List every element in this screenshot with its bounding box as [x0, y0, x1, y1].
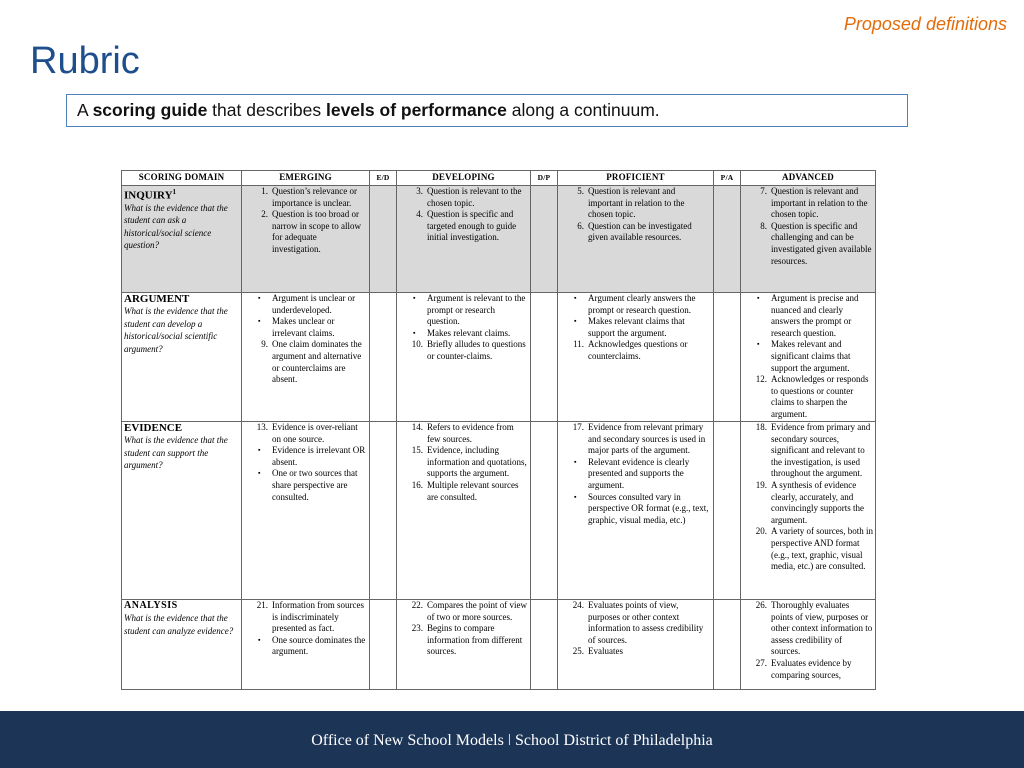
- bullet-icon: ▪: [258, 294, 261, 302]
- developing-list: [399, 600, 528, 658]
- list-item: [399, 623, 528, 658]
- advanced-cell: [741, 293, 876, 422]
- list-item: [560, 600, 711, 646]
- item-number: 21.: [256, 600, 268, 610]
- list-item: [560, 422, 711, 457]
- item-text: Thoroughly evaluates points of view, purposes or other context information to assess credibility of sources.: [771, 600, 873, 657]
- developing-list: [399, 186, 528, 244]
- item-number: 16.: [411, 479, 423, 490]
- item-number: 24.: [572, 600, 584, 610]
- rubric-row: [122, 600, 876, 690]
- list-item: [743, 422, 873, 480]
- domain-cell: [122, 293, 242, 422]
- list-item: [244, 635, 367, 658]
- item-number: 8.: [760, 220, 767, 231]
- item-number: 12.: [755, 374, 767, 385]
- domain-question: What is the evidence that the student can analyze evidence?: [124, 613, 234, 636]
- item-number: 4.: [416, 209, 423, 220]
- item-text: Acknowledges or responds to questions or counter claims to sharpen the argument.: [771, 374, 869, 419]
- list-item: [244, 468, 367, 503]
- transition-cell: [531, 600, 558, 690]
- item-text: One source dominates the argument.: [272, 634, 366, 657]
- item-text: Evidence from relevant primary and secondary sources is used in major parts of the argument.: [588, 422, 706, 456]
- transition-cell: [714, 422, 741, 600]
- domain-name: [124, 293, 239, 305]
- advanced-cell: [741, 422, 876, 600]
- item-text: Question is relevant and important in relation to the chosen topic.: [588, 186, 685, 220]
- advanced-list: [743, 293, 873, 421]
- bullet-icon: ▪: [574, 294, 577, 302]
- item-text: Makes relevant and significant claims that support the argument.: [771, 339, 851, 373]
- item-text: Question is relevant and important in relation to the chosen topic.: [771, 186, 868, 220]
- item-text: Question can be investigated given available resources.: [588, 220, 692, 243]
- bullet-icon: ▪: [574, 457, 577, 466]
- developing-list: [399, 422, 528, 503]
- proficient-cell: [558, 600, 714, 690]
- item-text: A synthesis of evidence clearly, accurately, and convincingly supports the argument.: [771, 479, 864, 525]
- advanced-list: [743, 422, 873, 573]
- transition-cell: [370, 600, 397, 690]
- advanced-cell: [741, 186, 876, 293]
- advanced-cell: [741, 600, 876, 690]
- slide-label: Proposed definitions: [843, 14, 1007, 34]
- developing-cell: [397, 422, 531, 600]
- bullet-icon: ▪: [258, 469, 261, 478]
- emerging-list: [244, 293, 367, 386]
- item-text: Evaluates: [588, 646, 623, 657]
- item-number: 1.: [261, 186, 268, 196]
- header-developing: DEVELOPING: [397, 171, 531, 186]
- item-text: Sources consulted vary in perspective OR format (e.g., text, graphic, visual media, etc.): [588, 491, 709, 525]
- emerging-cell: [242, 186, 370, 293]
- item-number: 23.: [411, 623, 423, 634]
- item-number: 15.: [411, 445, 423, 456]
- item-text: Evidence, including information and quotations, supports the argument.: [427, 445, 527, 479]
- item-text: Acknowledges questions or counterclaims.: [588, 339, 688, 361]
- bullet-icon: ▪: [574, 492, 577, 501]
- bullet-icon: ▪: [757, 340, 760, 349]
- domain-cell: [122, 422, 242, 600]
- item-text: Relevant evidence is clearly presented and supports the argument.: [588, 456, 690, 490]
- list-item: [244, 316, 367, 339]
- domain-question: What is the evidence that the student can ask a historical/social science question?: [124, 202, 228, 251]
- developing-cell: [397, 186, 531, 293]
- list-item: [743, 526, 873, 572]
- list-item: [743, 186, 873, 221]
- item-text: Evidence from primary and secondary sources, significant and relevant to the investigation, is used throughout the argument.: [771, 422, 871, 479]
- emerging-cell: [242, 600, 370, 690]
- transition-cell: [714, 293, 741, 422]
- item-number: 25.: [572, 646, 584, 657]
- list-item: [399, 209, 528, 244]
- item-text: A variety of sources, both in perspective AND format (e.g., text, graphic, visual media, etc.) are consulted.: [771, 526, 873, 572]
- header-row: [122, 171, 876, 186]
- proficient-list: [560, 293, 711, 363]
- header-d-p: D/P: [531, 171, 558, 186]
- bullet-icon: ▪: [574, 317, 577, 326]
- list-item: [743, 293, 873, 339]
- transition-cell: [531, 422, 558, 600]
- domain-question: What is the evidence that the student can develop a historical/social scientific argument?: [124, 306, 228, 354]
- rubric-row: [122, 186, 876, 293]
- item-number: 14.: [411, 422, 423, 432]
- list-item: [560, 293, 711, 316]
- rubric-row: [122, 422, 876, 600]
- item-number: 18.: [755, 422, 767, 432]
- item-text: Makes relevant claims that support the argument.: [588, 316, 685, 338]
- item-text: Evaluates points of view, purposes or other context information to assess credibility of sources.: [588, 600, 704, 645]
- header-proficient: PROFICIENT: [558, 171, 714, 186]
- item-text: Information from sources is indiscriminately presented as fact.: [272, 600, 364, 634]
- list-item: [399, 422, 528, 445]
- transition-cell: [714, 600, 741, 690]
- bullet-icon: ▪: [757, 294, 760, 302]
- proficient-cell: [558, 293, 714, 422]
- item-text: Compares the point of view of two or more sources.: [427, 600, 527, 622]
- list-item: [560, 646, 711, 658]
- item-text: One claim dominates the argument and alternative or counterclaims are absent.: [272, 339, 362, 385]
- item-number: 26.: [755, 600, 767, 610]
- list-item: [399, 480, 528, 503]
- proficient-cell: [558, 186, 714, 293]
- item-number: 22.: [411, 600, 423, 610]
- list-item: [244, 600, 367, 635]
- list-item: [743, 480, 873, 526]
- transition-cell: [531, 186, 558, 293]
- bullet-icon: ▪: [258, 446, 261, 455]
- transition-cell: [531, 293, 558, 422]
- emerging-list: [244, 600, 367, 658]
- item-number: 17.: [572, 422, 584, 432]
- list-item: [399, 445, 528, 480]
- bullet-icon: ▪: [413, 294, 416, 302]
- emerging-list: [244, 422, 367, 503]
- list-item: [743, 600, 873, 658]
- item-text: Question is specific and challenging and can be investigated given available resources.: [771, 220, 872, 266]
- footer-text: Office of New School Models ǀ School District of Philadelphia: [311, 732, 713, 749]
- rubric-row: [122, 293, 876, 422]
- item-number: 13.: [256, 422, 268, 432]
- domain-name-text: EVIDENCE: [124, 422, 183, 434]
- transition-cell: [714, 186, 741, 293]
- rubric-table: [121, 170, 876, 690]
- domain-cell: [122, 600, 242, 690]
- developing-cell: [397, 293, 531, 422]
- emerging-cell: [242, 422, 370, 600]
- list-item: [399, 339, 528, 362]
- list-item: [560, 492, 711, 527]
- transition-cell: [370, 186, 397, 293]
- list-item: [399, 328, 528, 340]
- list-item: [244, 186, 367, 209]
- list-item: [399, 186, 528, 209]
- item-text: Question’s relevance or importance is unclear.: [272, 186, 357, 208]
- advanced-list: [743, 600, 873, 681]
- item-number: 3.: [416, 186, 423, 196]
- item-number: 5.: [577, 186, 584, 196]
- proficient-list: [560, 422, 711, 526]
- item-text: Multiple relevant sources are consulted.: [427, 479, 519, 502]
- item-text: Argument is precise and nuanced and clearly answers the prompt or research question.: [771, 293, 859, 338]
- item-number: 6.: [577, 220, 584, 231]
- list-item: [743, 658, 873, 681]
- list-item: [560, 186, 711, 221]
- list-item: [560, 339, 711, 362]
- item-text: Refers to evidence from few sources.: [427, 422, 514, 444]
- item-text: Makes unclear or irrelevant claims.: [272, 316, 335, 338]
- domain-name-text: ANALYSIS: [124, 600, 178, 611]
- header-p-a: P/A: [714, 171, 741, 186]
- bullet-icon: ▪: [258, 317, 261, 326]
- domain-name-text: ARGUMENT: [124, 293, 190, 305]
- domain-name: [124, 186, 239, 202]
- list-item: [399, 293, 528, 328]
- item-text: Argument is relevant to the prompt or research question.: [427, 293, 526, 327]
- list-item: [244, 293, 367, 316]
- header-emerging: EMERGING: [242, 171, 370, 186]
- item-number: 7.: [760, 186, 767, 196]
- item-number: 2.: [261, 209, 268, 220]
- item-text: Briefly alludes to questions or counter-claims.: [427, 339, 526, 361]
- transition-cell: [370, 422, 397, 600]
- list-item: [743, 374, 873, 420]
- item-text: Argument is unclear or underdeveloped.: [272, 293, 356, 315]
- item-number: 27.: [755, 657, 767, 668]
- list-item: [560, 457, 711, 492]
- footer-bar: [0, 711, 1024, 768]
- item-number: 20.: [755, 526, 767, 537]
- definition-text: A: [77, 100, 93, 120]
- item-text: Evaluates evidence by comparing sources,: [771, 657, 852, 680]
- bullet-icon: ▪: [258, 635, 261, 644]
- emerging-list: [244, 186, 367, 256]
- header-advanced: ADVANCED: [741, 171, 876, 186]
- definition-box: [66, 94, 908, 127]
- domain-name: [124, 600, 239, 612]
- item-number: 11.: [573, 339, 584, 350]
- advanced-list: [743, 186, 873, 267]
- footnote-marker: 1: [172, 188, 177, 196]
- item-number: 9.: [261, 339, 268, 350]
- proficient-cell: [558, 422, 714, 600]
- slide-title: Rubric: [30, 40, 140, 82]
- bullet-icon: ▪: [413, 328, 416, 337]
- item-text: Begins to compare information from different sources.: [427, 623, 523, 657]
- list-item: [560, 221, 711, 244]
- list-item: [244, 422, 367, 445]
- definition-term-levels: levels of performance: [325, 100, 507, 120]
- list-item: [244, 209, 367, 255]
- developing-list: [399, 293, 528, 363]
- domain-question: What is the evidence that the student can support the argument?: [124, 435, 228, 470]
- item-text: Makes relevant claims.: [427, 327, 511, 338]
- header-scoring-domain: SCORING DOMAIN: [122, 171, 242, 186]
- item-text: Evidence is irrelevant OR absent.: [272, 445, 366, 467]
- domain-name: [124, 422, 239, 434]
- list-item: [560, 316, 711, 339]
- item-text: Evidence is over-reliant on one source.: [272, 422, 358, 444]
- proficient-list: [560, 186, 711, 244]
- item-text: Question is specific and targeted enough to guide initial investigation.: [427, 209, 517, 243]
- proficient-list: [560, 600, 711, 658]
- developing-cell: [397, 600, 531, 690]
- transition-cell: [370, 293, 397, 422]
- list-item: [244, 445, 367, 468]
- emerging-cell: [242, 293, 370, 422]
- list-item: [244, 339, 367, 385]
- item-number: 10.: [411, 339, 423, 350]
- definition-text: along a continuum.: [506, 100, 660, 120]
- item-text: Argument clearly answers the prompt or research question.: [588, 293, 696, 315]
- definition-text: that describes: [207, 100, 326, 120]
- list-item: [743, 221, 873, 267]
- list-item: [399, 600, 528, 623]
- header-e-d: E/D: [370, 171, 397, 186]
- item-text: Question is relevant to the chosen topic.: [427, 186, 522, 208]
- item-text: One or two sources that share perspective are consulted.: [272, 468, 358, 502]
- domain-name-text: INQUIRY: [124, 189, 173, 202]
- item-number: 19.: [755, 479, 767, 490]
- item-text: Question is too broad or narrow in scope to allow for adequate investigation.: [272, 209, 361, 254]
- definition-term-scoring-guide: scoring guide: [92, 100, 208, 120]
- domain-cell: [122, 186, 242, 293]
- list-item: [743, 339, 873, 374]
